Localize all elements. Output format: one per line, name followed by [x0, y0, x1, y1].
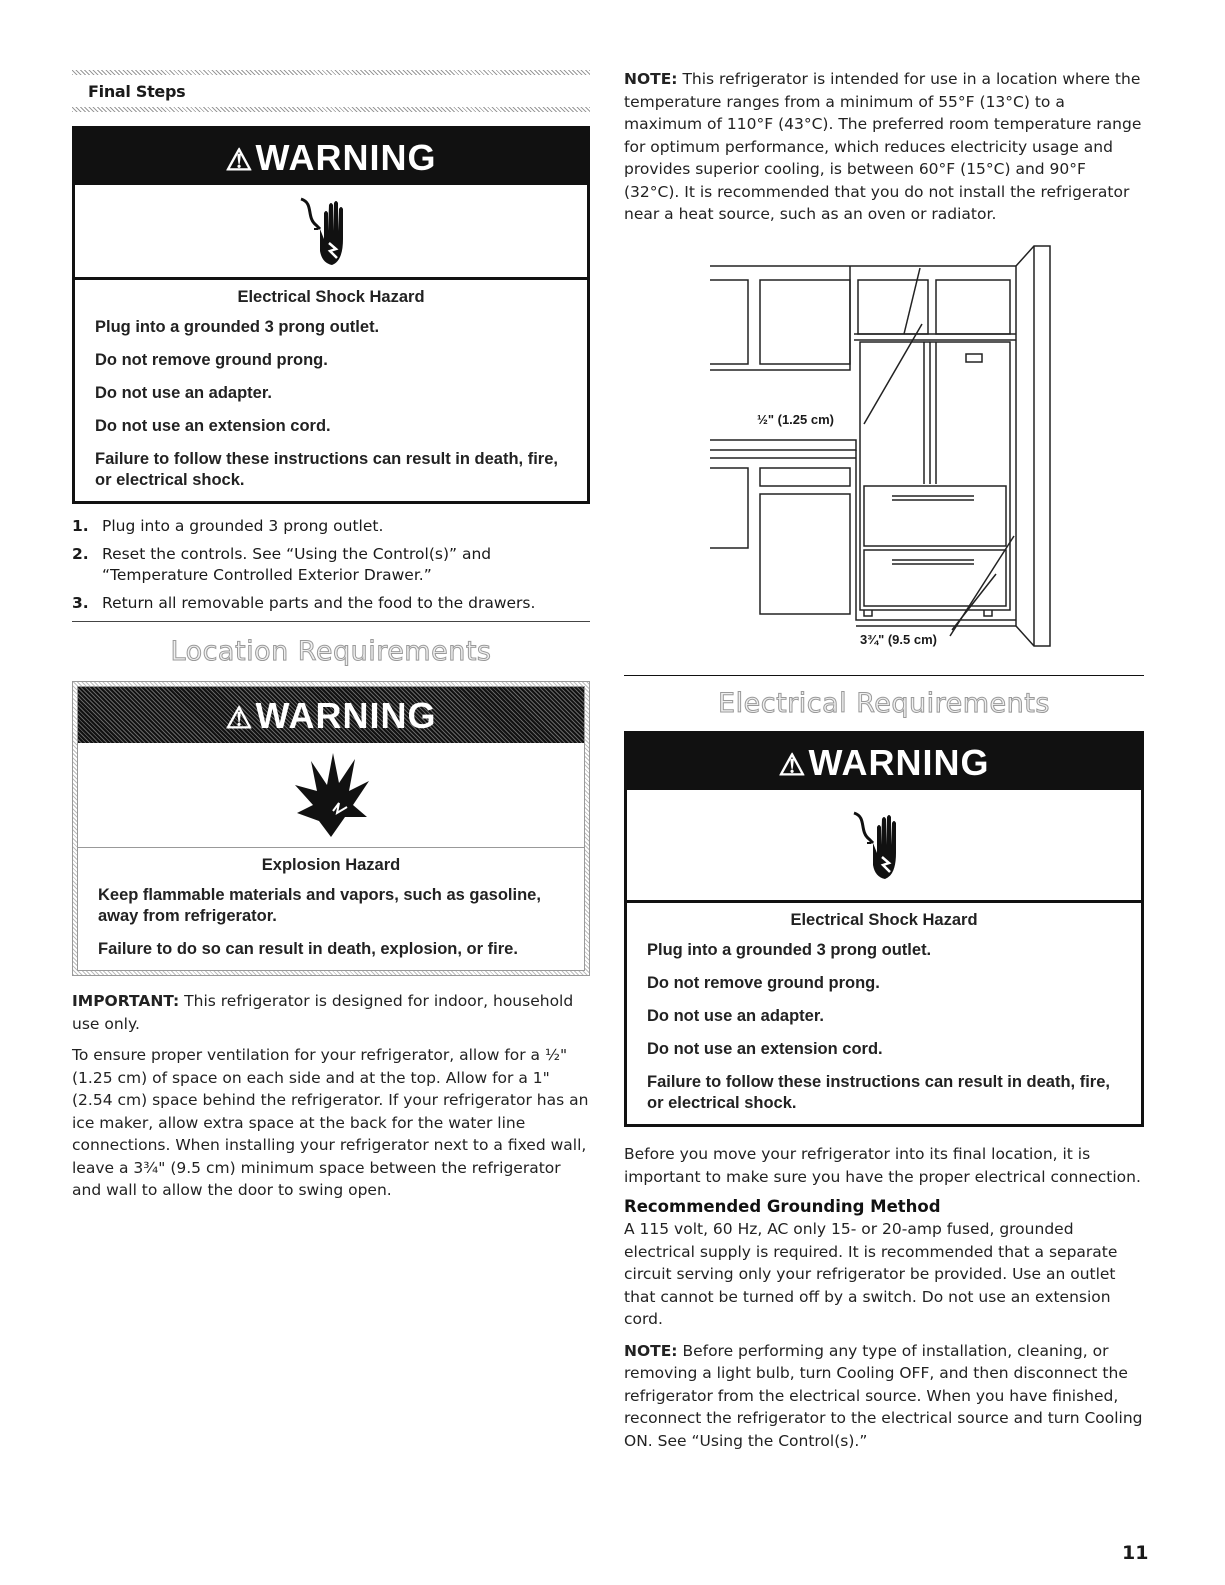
warning-triangle-icon: ⚠: [225, 702, 254, 735]
final-steps-warning: [72, 126, 590, 504]
warning-banner: [78, 687, 584, 743]
note-text: Before performing any type of installation, cleaning, or removing a light bulb, turn Cooling OFF, and then disconnect the refrigerator from the electrical source. When you have finished, reconnect the refrigerator to the electrical source and turn Cooling ON. See “Using the Control(s).”: [624, 1341, 1143, 1450]
explosion-icon: [289, 751, 373, 839]
step-text: Reset the controls. See “Using the Control(s)” and “Temperature Controlled Exterior Drawer.”: [102, 545, 492, 584]
location-warning: [77, 686, 585, 971]
final-steps-heading: Final Steps: [88, 82, 186, 101]
warning-title: WARNING: [255, 695, 437, 736]
temperature-note: [624, 68, 1144, 226]
step-text: Return all removable parts and the food to the drawers.: [102, 594, 536, 612]
note-text: This refrigerator is intended for use in a location where the temperature ranges from a minimum of 55°F (13°C) to a maximum of 110°F (43°C). The preferred room temperature range for optimum performance, which reduces electricity usage and provides superior cooling, is between 60°F (15°C) and 90°F (32°C). It is recommended that you do not install the refrigerator near a heat source, such as an oven or radiator.: [624, 70, 1142, 223]
electrical-requirements-heading: Electrical Requirements: [718, 688, 1050, 719]
electrical-note: [624, 1340, 1144, 1453]
warning-body: [78, 848, 584, 970]
warning-line: Do not use an extension cord.: [95, 417, 331, 435]
warning-line: Failure to follow these instructions can result in death, fire, or electrical shock.: [95, 450, 558, 489]
electrical-text: [624, 1143, 1144, 1452]
location-warning-frame: [72, 681, 590, 976]
right-column: [624, 68, 1144, 1461]
electrical-intro: Before you move your refrigerator into its final location, it is important to make sure you have the proper electrical connection.: [624, 1145, 1141, 1186]
divider: [72, 107, 590, 112]
warning-title: WARNING: [808, 742, 990, 783]
hazard-title: Electrical Shock Hazard: [237, 288, 425, 306]
list-item: [72, 516, 590, 537]
location-requirements-heading: Location Requirements: [170, 636, 492, 667]
warning-line: Do not remove ground prong.: [95, 351, 328, 369]
hazard-icon-area: [78, 743, 584, 848]
page-number: 11: [1122, 1542, 1149, 1564]
step-number: 3.: [72, 594, 89, 612]
warning-triangle-icon: ⚠: [778, 749, 807, 782]
warning-line: Do not use an adapter.: [95, 384, 272, 402]
list-item: [72, 593, 590, 614]
warning-triangle-icon: ⚠: [225, 144, 254, 177]
clearance-diagram: [624, 244, 1144, 669]
note-label: NOTE:: [624, 1341, 678, 1360]
warning-line: Do not use an adapter.: [647, 1007, 824, 1025]
clearance-label-bottom: 3¾" (9.5 cm): [860, 631, 937, 647]
grounding-paragraph: A 115 volt, 60 Hz, AC only 15- or 20-amp fused, grounded electrical supply is required. It is recommended that a separate circuit serving only your refrigerator be provided. Use an outlet that cannot be turned off by a switch. Do not use an extension cord.: [624, 1220, 1118, 1328]
clearance-label-top: ½" (1.25 cm): [757, 411, 834, 427]
section-divider: [624, 675, 1144, 677]
final-steps-list: [72, 516, 590, 614]
hazard-icon-area: [75, 185, 587, 280]
warning-line: Plug into a grounded 3 prong outlet.: [647, 941, 932, 959]
step-text: Plug into a grounded 3 prong outlet.: [102, 517, 384, 535]
hazard-title: Explosion Hazard: [261, 856, 401, 874]
warning-title: WARNING: [255, 137, 437, 178]
electrical-warning: [624, 731, 1144, 1127]
hazard-icon-area: [627, 790, 1141, 903]
warning-banner: [75, 129, 587, 185]
warning-line: Do not use an extension cord.: [647, 1040, 883, 1058]
list-item: [72, 544, 590, 586]
ventilation-paragraph: To ensure proper ventilation for your refrigerator, allow for a ½" (1.25 cm) of space on each side and at the top. Allow for a 1" (2.54 cm) space behind the refrigerator. If your refrigerator has an ice maker, allow extra space at the back for the water line connections. When installing your refrigerator next to a fixed wall, leave a 3¾" (9.5 cm) minimum space between the refrigerator and wall to allow the door to swing open.: [72, 1046, 589, 1199]
grounding-heading: Recommended Grounding Method: [624, 1197, 941, 1216]
refrigerator-clearance-illustration: [624, 244, 1144, 669]
warning-line: Failure to follow these instructions can result in death, fire, or electrical shock.: [647, 1073, 1110, 1112]
warning-banner: [627, 734, 1141, 790]
location-text: [72, 990, 590, 1202]
electrical-shock-hand-icon: [849, 803, 919, 887]
important-label: IMPORTANT:: [72, 992, 180, 1010]
step-number: 1.: [72, 517, 89, 535]
left-column: [72, 70, 590, 1211]
warning-line: Plug into a grounded 3 prong outlet.: [95, 318, 380, 336]
electrical-shock-hand-icon: [296, 191, 366, 271]
hazard-title: Electrical Shock Hazard: [790, 911, 978, 929]
warning-line: Keep flammable materials and vapors, such as gasoline, away from refrigerator.: [98, 886, 541, 925]
important-paragraph: [72, 990, 590, 1035]
important-text: This refrigerator is designed for indoor, household use only.: [72, 992, 574, 1033]
section-divider: [72, 621, 590, 622]
note-label: NOTE:: [624, 70, 678, 88]
warning-body: [627, 903, 1141, 1124]
step-number: 2.: [72, 545, 89, 563]
warning-line: Failure to do so can result in death, explosion, or fire.: [98, 940, 518, 958]
warning-line: Do not remove ground prong.: [647, 974, 880, 992]
warning-body: [75, 280, 587, 501]
